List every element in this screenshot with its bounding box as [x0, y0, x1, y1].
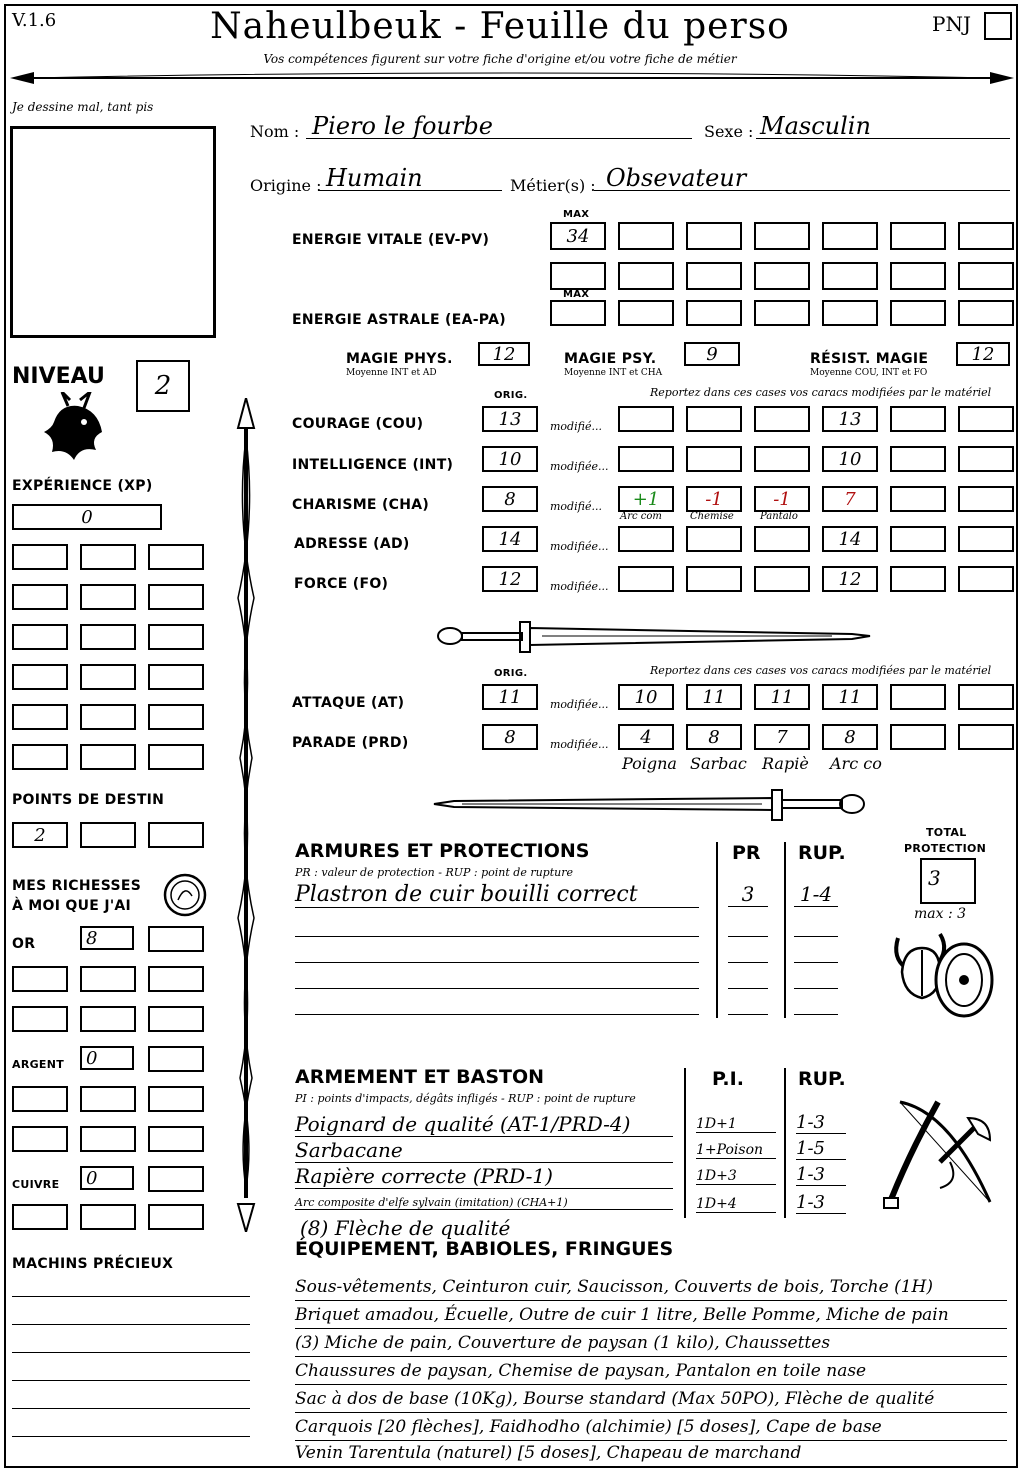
stat-mod-box[interactable]: [754, 446, 810, 472]
argent-box[interactable]: 0: [80, 1046, 134, 1070]
stat-mod-box[interactable]: [686, 566, 742, 592]
ev-max-box[interactable]: 34: [550, 222, 606, 250]
total-protection-box[interactable]: 3: [920, 858, 976, 904]
armure-pr[interactable]: [728, 936, 768, 937]
nom-label: Nom :: [250, 122, 300, 141]
xp-label: EXPÉRIENCE (XP): [12, 478, 153, 494]
or-label: OR: [12, 936, 36, 952]
metier-label: Métier(s) :: [510, 176, 596, 195]
xp-box[interactable]: [12, 744, 68, 770]
cuivre-box[interactable]: [12, 1204, 68, 1230]
machins-line[interactable]: [12, 1380, 250, 1381]
stat-mod-cha-2[interactable]: -1: [686, 486, 742, 512]
armure-pr[interactable]: [728, 1014, 768, 1015]
arme-rup[interactable]: 1-5: [796, 1138, 846, 1160]
ev-box[interactable]: [822, 222, 878, 250]
ev-box[interactable]: [618, 222, 674, 250]
ea-max-box[interactable]: [550, 300, 606, 326]
stat-label-ad: ADRESSE (AD): [294, 536, 410, 552]
helmet-shield-icon: [888, 928, 1000, 1024]
resist-magie-box[interactable]: 12: [956, 342, 1010, 366]
niveau-box[interactable]: 2: [136, 360, 190, 412]
armure-row[interactable]: [295, 962, 699, 963]
equipement-line[interactable]: Venin Tarentula (naturel) [5 doses], Chapeau de marchand: [295, 1443, 802, 1463]
armure-rup[interactable]: 1-4: [794, 882, 838, 907]
ea-box[interactable]: [686, 300, 742, 326]
stat-mod-box[interactable]: [890, 566, 946, 592]
origine-label: Origine :: [250, 176, 322, 195]
cuivre-box[interactable]: 0: [80, 1166, 134, 1190]
orig-header: ORIG.: [494, 390, 528, 401]
arme-row[interactable]: Rapière correcte (PRD-1): [295, 1164, 673, 1189]
cuivre-box[interactable]: [80, 1204, 136, 1230]
armure-pr[interactable]: [728, 988, 768, 989]
niveau-label: NIVEAU: [12, 364, 105, 389]
armure-pr[interactable]: [728, 962, 768, 963]
xp-box[interactable]: [148, 704, 204, 730]
mod-note: Chemise: [690, 511, 734, 522]
xp-box[interactable]: [80, 664, 136, 690]
armure-rup[interactable]: [794, 936, 838, 937]
equipement-line[interactable]: Sac à dos de base (10Kg), Bourse standard (Max 50PO), Flèche de qualité: [295, 1386, 1007, 1413]
destin-box[interactable]: [80, 822, 136, 848]
argent-box[interactable]: [80, 1126, 136, 1152]
xp-box[interactable]: [148, 624, 204, 650]
modifiee-label: modifiée...: [550, 460, 609, 473]
resist-magie-sub: Moyenne COU, INT et FO: [810, 368, 928, 378]
coin-icon: [162, 872, 208, 918]
stat-final-ad[interactable]: 14: [822, 526, 878, 552]
sheet-subtitle: Vos compétences figurent sur votre fiche d'origine et/ou votre fiche de métier: [263, 52, 737, 66]
arme-row[interactable]: Sarbacane: [295, 1138, 673, 1163]
ea-box[interactable]: [958, 300, 1014, 326]
ev-box[interactable]: [958, 222, 1014, 250]
xp-box[interactable]: [12, 584, 68, 610]
arme-rup[interactable]: 1-3: [796, 1192, 846, 1214]
xp-box[interactable]: [80, 704, 136, 730]
ev-box[interactable]: [822, 262, 878, 290]
attaque-label: ATTAQUE (AT): [292, 695, 405, 711]
mod-note: Arc com: [620, 511, 662, 522]
arme-pi[interactable]: 1D+3: [696, 1168, 776, 1185]
total-protection-label: TOTAL: [926, 826, 967, 839]
richesses-label-2: À MOI QUE J'AI: [12, 898, 132, 914]
xp-box[interactable]: [12, 624, 68, 650]
xp-box[interactable]: [148, 664, 204, 690]
ea-max-label: MAX: [563, 289, 590, 300]
stat-orig-int[interactable]: 10: [482, 446, 538, 472]
attaque-box[interactable]: [890, 684, 946, 710]
stat-mod-box[interactable]: [958, 486, 1014, 512]
argent-box[interactable]: [148, 1126, 204, 1152]
arme-rup[interactable]: 1-3: [796, 1112, 846, 1134]
ev-box[interactable]: [890, 262, 946, 290]
stat-mod-box[interactable]: [686, 406, 742, 432]
stat-mod-box[interactable]: [890, 406, 946, 432]
destin-box[interactable]: 2: [12, 822, 68, 848]
ev-max-label: MAX: [563, 209, 590, 220]
arme-extra[interactable]: (8) Flèche de qualité: [300, 1216, 511, 1240]
destin-label: POINTS DE DESTIN: [12, 792, 165, 808]
dragon-icon: [40, 392, 106, 464]
stat-mod-box[interactable]: [754, 566, 810, 592]
armure-row[interactable]: [295, 988, 699, 989]
parade-val[interactable]: 8: [822, 724, 878, 750]
attaque-val[interactable]: 11: [686, 684, 742, 710]
armure-row[interactable]: Plastron de cuir bouilli correct: [295, 882, 699, 908]
armement-sub: PI : points d'impacts, dégâts infligés - RUP : point de rupture: [295, 1092, 636, 1105]
machins-line[interactable]: [12, 1436, 250, 1437]
or-box[interactable]: [148, 1006, 204, 1032]
report-note: Reportez dans ces cases vos caracs modifiées par le matériel: [650, 664, 992, 677]
modifiee-label: modifiée...: [550, 738, 609, 751]
stat-mod-box[interactable]: [618, 566, 674, 592]
equipement-title: ÉQUIPEMENT, BABIOLES, FRINGUES: [295, 1238, 674, 1260]
modifie-label: modifié...: [550, 500, 602, 513]
modifiee-label: modifiée...: [550, 698, 609, 711]
orig-header: ORIG.: [494, 668, 528, 679]
richesses-label: MES RICHESSES: [12, 878, 142, 894]
armement-title: ARMEMENT ET BASTON: [295, 1066, 545, 1088]
total-protection-label-2: PROTECTION: [904, 842, 987, 855]
magie-phys-sub: Moyenne INT et AD: [346, 368, 437, 378]
armures-title: ARMURES ET PROTECTIONS: [295, 840, 590, 862]
sword-divider-icon: [432, 782, 872, 826]
stat-mod-box[interactable]: [686, 446, 742, 472]
machins-line[interactable]: [12, 1408, 250, 1409]
or-box[interactable]: [80, 1006, 136, 1032]
stat-final-int[interactable]: 10: [822, 446, 878, 472]
or-box[interactable]: [148, 966, 204, 992]
arme-row[interactable]: Arc composite d'elfe sylvain (imitation) (CHA+1): [295, 1196, 673, 1210]
armement-pi-header: P.I.: [712, 1068, 744, 1090]
attaque-val[interactable]: 10: [618, 684, 674, 710]
parade-val[interactable]: 7: [754, 724, 810, 750]
or-box[interactable]: 8: [80, 926, 134, 950]
stat-mod-box[interactable]: [618, 526, 674, 552]
machins-line[interactable]: [12, 1352, 250, 1353]
weapons-icon: [880, 1092, 1006, 1220]
armure-rup[interactable]: [794, 988, 838, 989]
ea-box[interactable]: [822, 300, 878, 326]
stat-label-int: INTELLIGENCE (INT): [292, 457, 454, 473]
xp-box[interactable]: 0: [12, 504, 162, 530]
report-note: Reportez dans ces cases vos caracs modifiées par le matériel: [650, 386, 992, 399]
xp-box[interactable]: [148, 544, 204, 570]
modifiee-label: modifiée...: [550, 580, 609, 593]
weapon-name: Arc co: [830, 754, 882, 773]
armure-row[interactable]: [295, 1014, 699, 1015]
machins-line[interactable]: [12, 1324, 250, 1325]
mod-note: Pantalo: [760, 511, 798, 522]
parade-label: PARADE (PRD): [292, 735, 409, 751]
armement-divider: [784, 1068, 786, 1218]
ea-box[interactable]: [754, 300, 810, 326]
stat-mod-cha-3[interactable]: -1: [754, 486, 810, 512]
or-box[interactable]: [148, 926, 204, 952]
cuivre-box[interactable]: [148, 1204, 204, 1230]
equipement-line[interactable]: Chaussures de paysan, Chemise de paysan, Pantalon en toile nase: [295, 1358, 1007, 1385]
xp-box[interactable]: [80, 624, 136, 650]
sheet-title: Naheulbeuk - Feuille du perso: [210, 6, 790, 47]
ea-box[interactable]: [618, 300, 674, 326]
or-box[interactable]: [12, 1006, 68, 1032]
arme-row[interactable]: Poignard de qualité (AT-1/PRD-4): [295, 1112, 673, 1137]
armures-pr-header: PR: [732, 842, 761, 864]
stat-final-cha[interactable]: 7: [822, 486, 878, 512]
parade-orig[interactable]: 8: [482, 724, 538, 750]
pnj-checkbox[interactable]: [984, 12, 1012, 40]
armement-divider: [684, 1068, 686, 1218]
stat-label-cou: COURAGE (COU): [292, 416, 424, 432]
ev-label: ENERGIE VITALE (EV-PV): [292, 232, 490, 248]
or-box[interactable]: [80, 966, 136, 992]
ev-box[interactable]: [686, 222, 742, 250]
parade-box[interactable]: [890, 724, 946, 750]
ev-box[interactable]: [686, 262, 742, 290]
stat-mod-box[interactable]: [754, 526, 810, 552]
machins-line[interactable]: [12, 1296, 250, 1297]
xp-box[interactable]: [12, 664, 68, 690]
modifie-label: modifié...: [550, 420, 602, 433]
arme-pi[interactable]: 1+Poison: [696, 1142, 776, 1159]
equipement-line[interactable]: Briquet amadou, Écuelle, Outre de cuir 1 litre, Belle Pomme, Miche de pain: [295, 1302, 1007, 1329]
stat-mod-box[interactable]: [618, 406, 674, 432]
argent-box[interactable]: [12, 1126, 68, 1152]
equipement-line[interactable]: Sous-vêtements, Ceinturon cuir, Saucisson, Couverts de bois, Torche (1H): [295, 1274, 1007, 1301]
equipement-line[interactable]: (3) Miche de pain, Couverture de paysan (1 kilo), Chaussettes: [295, 1330, 1007, 1357]
armement-rup-header: RUP.: [798, 1068, 846, 1090]
ev-box[interactable]: [754, 262, 810, 290]
sexe-label: Sexe :: [704, 122, 754, 141]
ev-box[interactable]: [890, 222, 946, 250]
arme-rup[interactable]: 1-3: [796, 1164, 846, 1186]
spear-divider-icon: [226, 398, 266, 1232]
xp-box[interactable]: [80, 544, 136, 570]
metier-value[interactable]: Obsevateur: [606, 164, 747, 192]
argent-label: ARGENT: [12, 1058, 65, 1071]
stat-mod-cha-1[interactable]: +1: [618, 486, 674, 512]
weapon-name: Rapiè: [762, 754, 809, 773]
header-spear-divider: [10, 66, 1014, 90]
stat-orig-cou[interactable]: 13: [482, 406, 538, 432]
xp-box[interactable]: [148, 584, 204, 610]
stat-label-fo: FORCE (FO): [294, 576, 389, 592]
stat-mod-box[interactable]: [958, 446, 1014, 472]
arme-pi[interactable]: 1D+1: [696, 1116, 776, 1133]
attaque-val[interactable]: 11: [754, 684, 810, 710]
cuivre-box[interactable]: [148, 1166, 204, 1192]
attaque-val[interactable]: 11: [822, 684, 878, 710]
stat-final-cou[interactable]: 13: [822, 406, 878, 432]
destin-box[interactable]: [148, 822, 204, 848]
parade-box[interactable]: [958, 724, 1014, 750]
armure-row[interactable]: [295, 936, 699, 937]
magie-psy-sub: Moyenne INT et CHA: [564, 368, 663, 378]
magie-phys-box[interactable]: 12: [478, 342, 530, 366]
armures-divider: [716, 842, 718, 1018]
or-box[interactable]: [12, 966, 68, 992]
stat-label-cha: CHARISME (CHA): [292, 497, 430, 513]
ea-label: ENERGIE ASTRALE (EA-PA): [292, 312, 506, 328]
stat-mod-box[interactable]: [618, 446, 674, 472]
magie-psy-label: MAGIE PSY.: [564, 351, 657, 367]
armure-pr[interactable]: 3: [728, 882, 768, 907]
stat-orig-ad[interactable]: 14: [482, 526, 538, 552]
resist-magie-label: RÉSIST. MAGIE: [810, 351, 929, 367]
stat-mod-box[interactable]: [958, 526, 1014, 552]
sexe-value[interactable]: Masculin: [760, 112, 871, 140]
stat-mod-box[interactable]: [890, 446, 946, 472]
armure-rup[interactable]: [794, 1014, 838, 1015]
argent-box[interactable]: [12, 1086, 68, 1112]
portrait-box[interactable]: [10, 126, 216, 338]
argent-box[interactable]: [80, 1086, 136, 1112]
armure-rup[interactable]: [794, 962, 838, 963]
weapon-name: Sarbac: [690, 754, 747, 773]
equipement-line[interactable]: Carquois [20 flèches], Faidhodho (alchimie) [5 doses], Cape de base: [295, 1414, 1007, 1441]
version-label: V.1.6: [12, 10, 57, 31]
armures-rup-header: RUP.: [798, 842, 846, 864]
stat-orig-fo[interactable]: 12: [482, 566, 538, 592]
stat-mod-box[interactable]: [958, 406, 1014, 432]
arme-pi[interactable]: 1D+4: [696, 1196, 776, 1213]
xp-box[interactable]: [80, 584, 136, 610]
machins-label: MACHINS PRÉCIEUX: [12, 1256, 174, 1272]
stat-mod-box[interactable]: [958, 566, 1014, 592]
ev-box[interactable]: [550, 262, 606, 290]
magie-phys-label: MAGIE PHYS.: [346, 351, 453, 367]
stat-mod-box[interactable]: [890, 486, 946, 512]
ea-box[interactable]: [890, 300, 946, 326]
total-protection-max: max : 3: [914, 906, 967, 922]
stat-orig-cha[interactable]: 8: [482, 486, 538, 512]
xp-box[interactable]: [80, 744, 136, 770]
parade-val[interactable]: 4: [618, 724, 674, 750]
argent-box[interactable]: [148, 1046, 204, 1072]
ev-box[interactable]: [958, 262, 1014, 290]
armures-sub: PR : valeur de protection - RUP : point de rupture: [295, 866, 573, 879]
argent-box[interactable]: [148, 1086, 204, 1112]
magie-psy-box[interactable]: 9: [684, 342, 740, 366]
xp-box[interactable]: [12, 544, 68, 570]
ev-box[interactable]: [754, 222, 810, 250]
cuivre-label: CUIVRE: [12, 1178, 60, 1191]
stat-mod-box[interactable]: [754, 406, 810, 432]
portrait-caption: Je dessine mal, tant pis: [12, 100, 154, 114]
xp-box[interactable]: [148, 744, 204, 770]
ev-box[interactable]: [618, 262, 674, 290]
nom-value[interactable]: Piero le fourbe: [312, 112, 493, 140]
armures-divider: [784, 842, 786, 1018]
attaque-orig[interactable]: 11: [482, 684, 538, 710]
origine-value[interactable]: Humain: [326, 164, 423, 192]
attaque-box[interactable]: [958, 684, 1014, 710]
sword-divider-icon: [432, 614, 872, 658]
xp-box[interactable]: [12, 704, 68, 730]
stat-mod-box[interactable]: [686, 526, 742, 552]
weapon-name: Poigna: [622, 754, 677, 773]
stat-final-fo[interactable]: 12: [822, 566, 878, 592]
pnj-label: PNJ: [932, 12, 971, 36]
parade-val[interactable]: 8: [686, 724, 742, 750]
stat-mod-box[interactable]: [890, 526, 946, 552]
modifiee-label: modifiée...: [550, 540, 609, 553]
